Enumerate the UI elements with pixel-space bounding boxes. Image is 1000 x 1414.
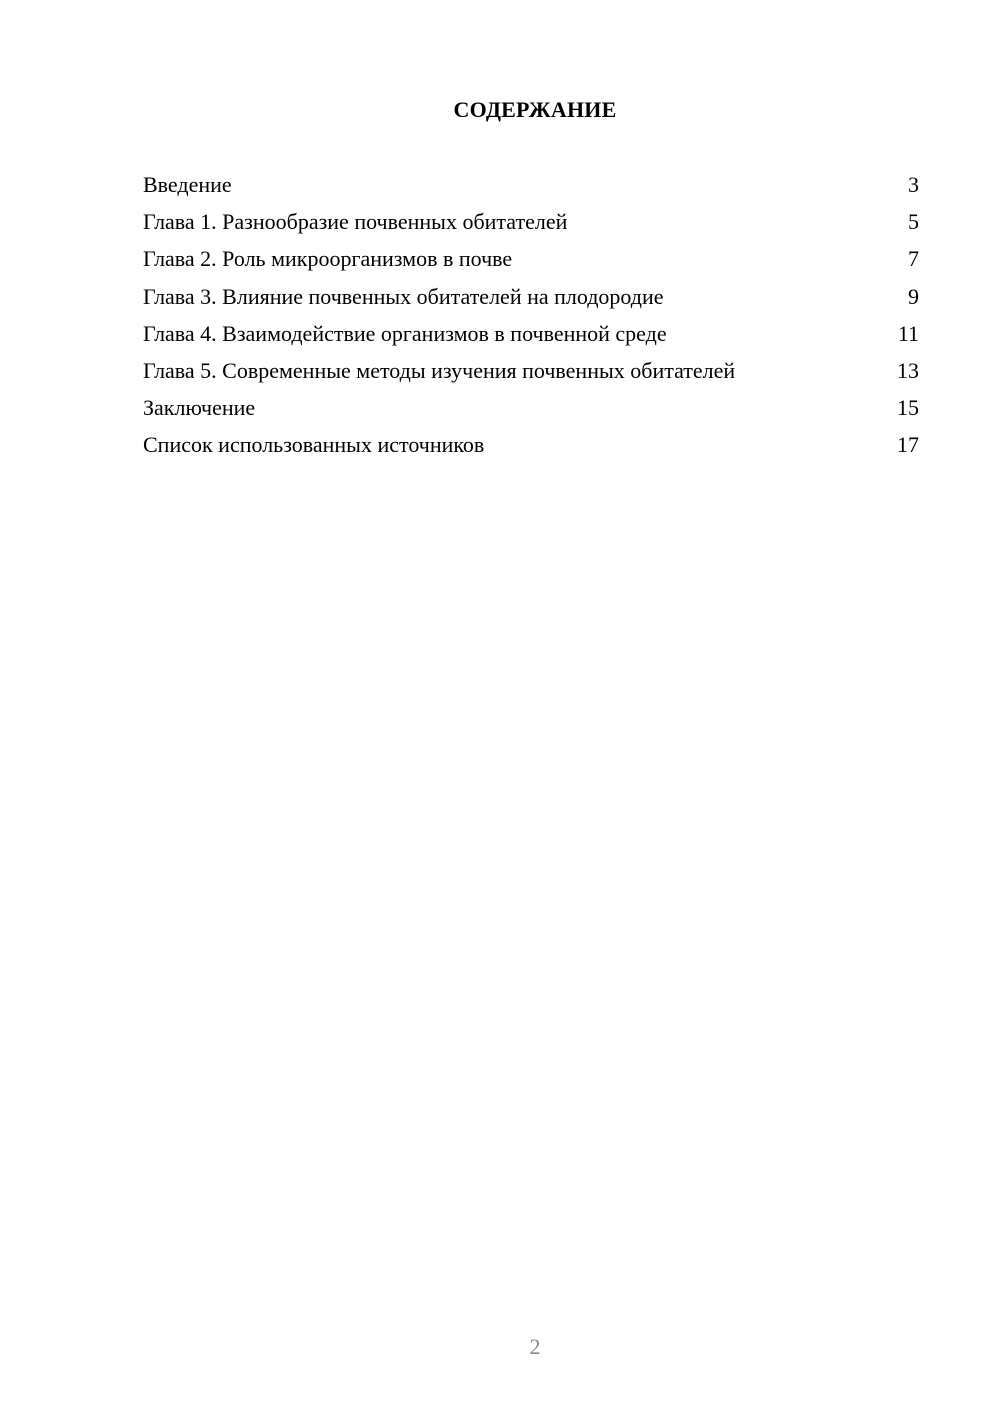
- toc-entry-introduction: [143, 170, 919, 207]
- toc-entry-page: 13: [897, 357, 919, 383]
- toc-entry-label: Глава 5. Современные методы изучения почвенных обитателей: [143, 357, 736, 383]
- toc-entry-label: Список использованных источников: [143, 432, 485, 458]
- toc-entry-label: Глава 1. Разнообразие почвенных обитателей: [143, 209, 568, 235]
- toc-title: СОДЕРЖАНИЕ: [453, 97, 617, 122]
- toc-entry-chapter-2: [143, 244, 919, 281]
- toc-entry-chapter-5: [143, 356, 919, 393]
- table-of-contents: [143, 170, 919, 468]
- toc-entry-page: 5: [908, 209, 919, 235]
- toc-entry-conclusion: [143, 393, 919, 430]
- toc-entry-label: Введение: [143, 172, 232, 197]
- page-number: 2: [529, 1334, 541, 1359]
- toc-entry-page: 15: [897, 395, 919, 421]
- toc-entry-label: Глава 3. Влияние почвенных обитателей на плодородие: [143, 283, 664, 309]
- toc-entry-page: 7: [908, 246, 919, 272]
- toc-entry-label: Заключение: [143, 395, 256, 421]
- toc-entry-page: 3: [908, 172, 919, 197]
- toc-entry-chapter-3: [143, 282, 919, 319]
- toc-entry-chapter-4: [143, 319, 919, 356]
- toc-entry-label: Глава 2. Роль микроорганизмов в почве: [143, 246, 513, 272]
- toc-entry-page: 17: [897, 432, 919, 458]
- toc-entry-page: 9: [908, 283, 919, 309]
- toc-entry-chapter-1: [143, 207, 919, 244]
- toc-entry-label: Глава 4. Взаимодействие организмов в почвенной среде: [143, 320, 667, 346]
- toc-entry-references: [143, 430, 919, 467]
- toc-entry-page: 11: [897, 320, 919, 346]
